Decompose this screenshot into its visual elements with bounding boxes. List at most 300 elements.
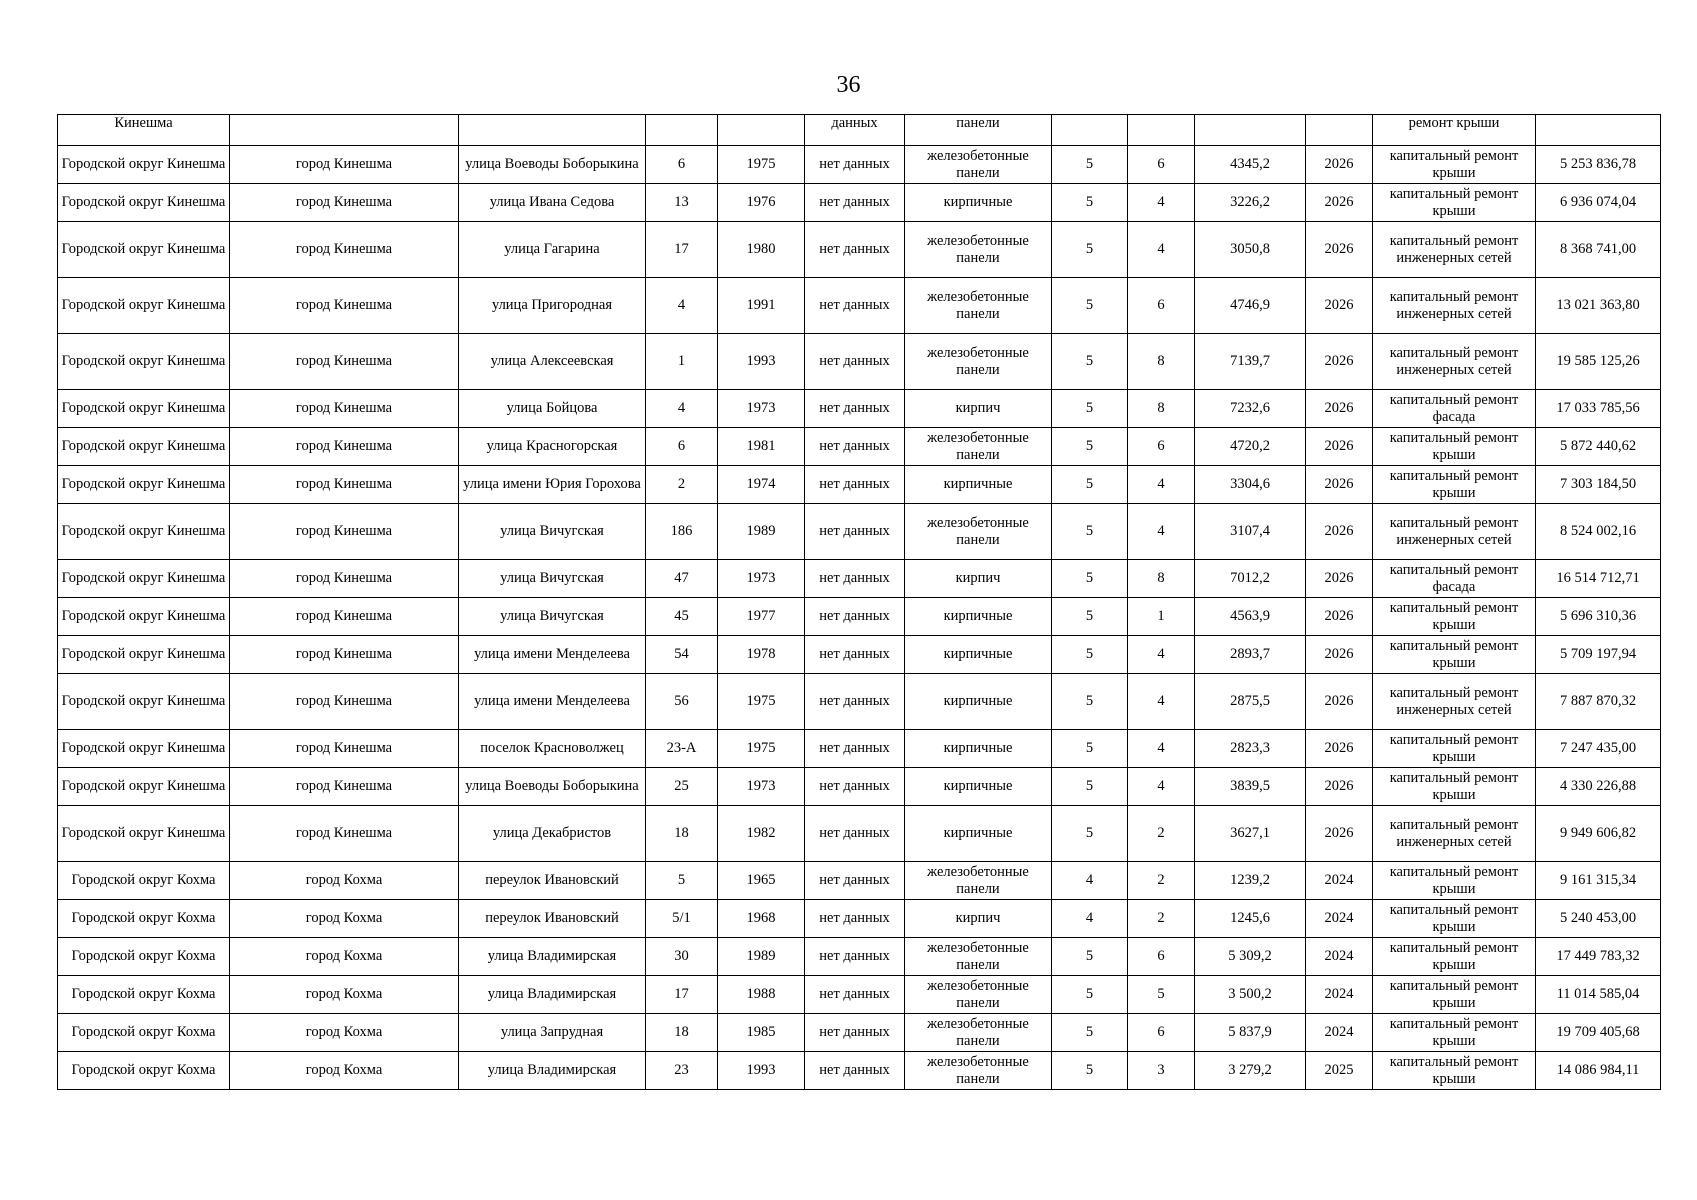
cell-work: капитальный ремонт инженерных сетей [1373, 806, 1536, 862]
cell-year-repair: нет данных [805, 976, 905, 1014]
cell-house: 186 [646, 504, 718, 560]
cell-work: капитальный ремонт крыши [1373, 184, 1536, 222]
cell-floors: 5 [1052, 1052, 1128, 1090]
cell-cost: 13 021 363,80 [1536, 278, 1661, 334]
cell-cost: 8 524 002,16 [1536, 504, 1661, 560]
cell-street: улица Красногорская [459, 428, 646, 466]
cell-year-repair: нет данных [805, 768, 905, 806]
cell-cost: 9 949 606,82 [1536, 806, 1661, 862]
cell-settlement: город Кинешма [230, 598, 459, 636]
cell-municipality: Городской округ Кохма [58, 862, 230, 900]
cell-plan-year: 2026 [1306, 768, 1373, 806]
cell-area: 4345,2 [1195, 146, 1306, 184]
cell-house: 47 [646, 560, 718, 598]
cell-cost: 7 247 435,00 [1536, 730, 1661, 768]
cell-plan-year: 2026 [1306, 334, 1373, 390]
cell-house: 25 [646, 768, 718, 806]
cell-area: 3 500,2 [1195, 976, 1306, 1014]
table-row [58, 938, 1661, 976]
table-row [58, 278, 1661, 334]
cell-work: капитальный ремонт инженерных сетей [1373, 278, 1536, 334]
cell-work: капитальный ремонт инженерных сетей [1373, 222, 1536, 278]
cell-cost: 17 033 785,56 [1536, 390, 1661, 428]
cell-entrances: 4 [1128, 636, 1195, 674]
cell-entrances: 4 [1128, 768, 1195, 806]
cell-work: капитальный ремонт крыши [1373, 598, 1536, 636]
cell-cost: 5 709 197,94 [1536, 636, 1661, 674]
cell-material: кирпичные [905, 768, 1052, 806]
cell-year-repair: нет данных [805, 598, 905, 636]
cell-cost: 7 887 870,32 [1536, 674, 1661, 730]
cell-material: кирпичные [905, 636, 1052, 674]
table-row [58, 560, 1661, 598]
cell-floors: 5 [1052, 504, 1128, 560]
cell-year-repair: нет данных [805, 674, 905, 730]
cell-year-built: 1980 [718, 222, 805, 278]
cell-plan-year: 2026 [1306, 636, 1373, 674]
cell-year-built: 1973 [718, 390, 805, 428]
cell-year-repair: нет данных [805, 806, 905, 862]
cell-municipality: Городской округ Кохма [58, 976, 230, 1014]
cell-entrances: 8 [1128, 390, 1195, 428]
cell-plan-year: 2025 [1306, 1052, 1373, 1090]
cell-material: железобетонные панели [905, 146, 1052, 184]
cell-house [646, 115, 718, 146]
cell-settlement: город Кохма [230, 1014, 459, 1052]
cell-floors: 5 [1052, 768, 1128, 806]
cell-work: капитальный ремонт инженерных сетей [1373, 504, 1536, 560]
table-row [58, 862, 1661, 900]
cell-street: улица имени Менделеева [459, 674, 646, 730]
cell-area: 1245,6 [1195, 900, 1306, 938]
cell-settlement: город Кинешма [230, 222, 459, 278]
cell-year-built: 1968 [718, 900, 805, 938]
cell-work: капитальный ремонт крыши [1373, 938, 1536, 976]
cell-house: 45 [646, 598, 718, 636]
cell-year-repair: нет данных [805, 504, 905, 560]
cell-year-built: 1978 [718, 636, 805, 674]
cell-year-repair: нет данных [805, 428, 905, 466]
cell-material: железобетонные панели [905, 504, 1052, 560]
cell-work: капитальный ремонт крыши [1373, 636, 1536, 674]
cell-entrances: 4 [1128, 184, 1195, 222]
cell-plan-year: 2026 [1306, 674, 1373, 730]
cell-year-built [718, 115, 805, 146]
cell-work: капитальный ремонт крыши [1373, 466, 1536, 504]
cell-year-built: 1989 [718, 938, 805, 976]
cell-municipality: Городской округ Кинешма [58, 278, 230, 334]
cell-plan-year: 2024 [1306, 900, 1373, 938]
table-row [58, 1052, 1661, 1090]
cell-plan-year: 2026 [1306, 278, 1373, 334]
cell-settlement: город Кохма [230, 1052, 459, 1090]
cell-floors [1052, 115, 1128, 146]
cell-plan-year: 2026 [1306, 390, 1373, 428]
cell-entrances: 5 [1128, 976, 1195, 1014]
cell-material: железобетонные панели [905, 334, 1052, 390]
cell-house: 6 [646, 146, 718, 184]
cell-cost: 14 086 984,11 [1536, 1052, 1661, 1090]
cell-municipality: Городской округ Кинешма [58, 730, 230, 768]
cell-entrances: 8 [1128, 560, 1195, 598]
cell-material: кирпичные [905, 598, 1052, 636]
cell-year-built: 1975 [718, 146, 805, 184]
cell-cost: 8 368 741,00 [1536, 222, 1661, 278]
cell-entrances: 4 [1128, 730, 1195, 768]
cell-settlement: город Кинешма [230, 560, 459, 598]
cell-work: капитальный ремонт крыши [1373, 976, 1536, 1014]
cell-floors: 5 [1052, 636, 1128, 674]
cell-entrances: 4 [1128, 466, 1195, 504]
cell-year-built: 1993 [718, 1052, 805, 1090]
cell-floors: 5 [1052, 428, 1128, 466]
cell-cost: 7 303 184,50 [1536, 466, 1661, 504]
page-number: 36 [836, 72, 861, 98]
cell-work: капитальный ремонт крыши [1373, 1052, 1536, 1090]
cell-municipality: Городской округ Кинешма [58, 504, 230, 560]
cell-material: кирпич [905, 390, 1052, 428]
cell-year-built: 1973 [718, 768, 805, 806]
table-row [58, 768, 1661, 806]
table-row [58, 900, 1661, 938]
cell-area: 1239,2 [1195, 862, 1306, 900]
cell-area: 5 837,9 [1195, 1014, 1306, 1052]
cell-settlement: город Кохма [230, 938, 459, 976]
cell-entrances: 8 [1128, 334, 1195, 390]
cell-material: железобетонные панели [905, 1014, 1052, 1052]
table-body [58, 115, 1661, 1090]
cell-floors: 5 [1052, 334, 1128, 390]
cell-year-repair: данных [805, 115, 905, 146]
cell-floors: 5 [1052, 730, 1128, 768]
cell-work: капитальный ремонт крыши [1373, 146, 1536, 184]
cell-entrances: 2 [1128, 806, 1195, 862]
table-row-continued [58, 115, 1661, 146]
table-row [58, 674, 1661, 730]
cell-street: улица Пригородная [459, 278, 646, 334]
cell-cost: 4 330 226,88 [1536, 768, 1661, 806]
table-row [58, 976, 1661, 1014]
cell-floors: 5 [1052, 278, 1128, 334]
cell-area: 2875,5 [1195, 674, 1306, 730]
cell-cost: 9 161 315,34 [1536, 862, 1661, 900]
cell-material: кирпичные [905, 806, 1052, 862]
cell-area: 4720,2 [1195, 428, 1306, 466]
cell-street: улица Алексеевская [459, 334, 646, 390]
cell-house: 5/1 [646, 900, 718, 938]
table-row [58, 636, 1661, 674]
cell-street: улица Запрудная [459, 1014, 646, 1052]
cell-entrances: 6 [1128, 1014, 1195, 1052]
cell-house: 54 [646, 636, 718, 674]
cell-cost: 16 514 712,71 [1536, 560, 1661, 598]
cell-municipality: Городской округ Кинешма [58, 636, 230, 674]
cell-municipality: Городской округ Кинешма [58, 334, 230, 390]
cell-floors: 4 [1052, 862, 1128, 900]
cell-entrances: 6 [1128, 146, 1195, 184]
cell-area: 3 279,2 [1195, 1052, 1306, 1090]
cell-year-repair: нет данных [805, 466, 905, 504]
cell-work: капитальный ремонт инженерных сетей [1373, 674, 1536, 730]
cell-plan-year: 2026 [1306, 504, 1373, 560]
cell-settlement: город Кинешма [230, 334, 459, 390]
cell-house: 18 [646, 806, 718, 862]
table-row [58, 390, 1661, 428]
cell-year-repair: нет данных [805, 1052, 905, 1090]
cell-house: 5 [646, 862, 718, 900]
cell-entrances: 6 [1128, 428, 1195, 466]
cell-material: железобетонные панели [905, 428, 1052, 466]
cell-area: 4746,9 [1195, 278, 1306, 334]
repair-program-table [57, 114, 1661, 1090]
cell-area: 3226,2 [1195, 184, 1306, 222]
cell-street: улица Вичугская [459, 598, 646, 636]
cell-year-built: 1975 [718, 674, 805, 730]
cell-area: 7012,2 [1195, 560, 1306, 598]
cell-material: железобетонные панели [905, 862, 1052, 900]
cell-municipality: Городской округ Кинешма [58, 560, 230, 598]
cell-municipality: Городской округ Кинешма [58, 768, 230, 806]
cell-municipality: Городской округ Кинешма [58, 428, 230, 466]
cell-area [1195, 115, 1306, 146]
cell-work: капитальный ремонт крыши [1373, 862, 1536, 900]
cell-street: улица Воеводы Боборыкина [459, 146, 646, 184]
cell-house: 17 [646, 976, 718, 1014]
cell-entrances: 2 [1128, 900, 1195, 938]
cell-floors: 5 [1052, 390, 1128, 428]
cell-work: капитальный ремонт фасада [1373, 560, 1536, 598]
cell-area: 3107,4 [1195, 504, 1306, 560]
cell-cost: 5 240 453,00 [1536, 900, 1661, 938]
cell-area: 3839,5 [1195, 768, 1306, 806]
cell-street: улица Владимирская [459, 938, 646, 976]
cell-entrances: 4 [1128, 674, 1195, 730]
cell-municipality: Городской округ Кохма [58, 1014, 230, 1052]
cell-municipality: Городской округ Кинешма [58, 390, 230, 428]
cell-year-repair: нет данных [805, 560, 905, 598]
table-row [58, 466, 1661, 504]
cell-year-built: 1973 [718, 560, 805, 598]
cell-settlement: город Кинешма [230, 636, 459, 674]
cell-material: кирпичные [905, 466, 1052, 504]
cell-floors: 5 [1052, 146, 1128, 184]
cell-floors: 5 [1052, 222, 1128, 278]
cell-settlement: город Кинешма [230, 730, 459, 768]
cell-municipality: Городской округ Кинешма [58, 806, 230, 862]
cell-year-built: 1982 [718, 806, 805, 862]
cell-municipality: Городской округ Кинешма [58, 466, 230, 504]
cell-floors: 5 [1052, 674, 1128, 730]
cell-house: 23-А [646, 730, 718, 768]
cell-street [459, 115, 646, 146]
cell-settlement: город Кохма [230, 976, 459, 1014]
cell-plan-year: 2024 [1306, 862, 1373, 900]
cell-settlement: город Кинешма [230, 390, 459, 428]
cell-area: 2893,7 [1195, 636, 1306, 674]
cell-municipality: Городской округ Кинешма [58, 222, 230, 278]
cell-area: 7139,7 [1195, 334, 1306, 390]
cell-entrances: 6 [1128, 938, 1195, 976]
cell-street: улица Вичугская [459, 504, 646, 560]
cell-municipality: Городской округ Кинешма [58, 184, 230, 222]
cell-material: железобетонные панели [905, 1052, 1052, 1090]
table-row [58, 184, 1661, 222]
cell-municipality: Кинешма [58, 115, 230, 146]
cell-material: кирпичные [905, 674, 1052, 730]
cell-entrances: 2 [1128, 862, 1195, 900]
cell-area: 3304,6 [1195, 466, 1306, 504]
cell-house: 2 [646, 466, 718, 504]
cell-floors: 5 [1052, 598, 1128, 636]
cell-area: 2823,3 [1195, 730, 1306, 768]
cell-settlement: город Кохма [230, 900, 459, 938]
cell-street: поселок Красноволжец [459, 730, 646, 768]
cell-year-repair: нет данных [805, 222, 905, 278]
cell-plan-year: 2026 [1306, 560, 1373, 598]
cell-plan-year [1306, 115, 1373, 146]
cell-municipality: Городской округ Кинешма [58, 146, 230, 184]
cell-plan-year: 2026 [1306, 428, 1373, 466]
cell-work: капитальный ремонт фасада [1373, 390, 1536, 428]
cell-cost [1536, 115, 1661, 146]
cell-material: кирпич [905, 560, 1052, 598]
cell-year-built: 1988 [718, 976, 805, 1014]
cell-year-repair: нет данных [805, 938, 905, 976]
cell-house: 56 [646, 674, 718, 730]
cell-street: улица Владимирская [459, 976, 646, 1014]
cell-plan-year: 2026 [1306, 598, 1373, 636]
cell-house: 23 [646, 1052, 718, 1090]
cell-floors: 5 [1052, 976, 1128, 1014]
cell-year-built: 1975 [718, 730, 805, 768]
cell-settlement: город Кинешма [230, 768, 459, 806]
cell-material: панели [905, 115, 1052, 146]
table-row [58, 334, 1661, 390]
cell-municipality: Городской округ Кинешма [58, 598, 230, 636]
cell-year-built: 1974 [718, 466, 805, 504]
cell-house: 17 [646, 222, 718, 278]
cell-entrances: 4 [1128, 222, 1195, 278]
cell-house: 4 [646, 390, 718, 428]
cell-entrances [1128, 115, 1195, 146]
cell-street: переулок Ивановский [459, 900, 646, 938]
cell-municipality: Городской округ Кинешма [58, 674, 230, 730]
cell-work: капитальный ремонт инженерных сетей [1373, 334, 1536, 390]
cell-area: 4563,9 [1195, 598, 1306, 636]
cell-plan-year: 2024 [1306, 976, 1373, 1014]
cell-municipality: Городской округ Кохма [58, 900, 230, 938]
table-row [58, 222, 1661, 278]
cell-area: 5 309,2 [1195, 938, 1306, 976]
table-row [58, 806, 1661, 862]
table-row [58, 598, 1661, 636]
cell-plan-year: 2026 [1306, 222, 1373, 278]
cell-house: 4 [646, 278, 718, 334]
cell-settlement: город Кинешма [230, 428, 459, 466]
cell-material: кирпичные [905, 730, 1052, 768]
cell-material: железобетонные панели [905, 976, 1052, 1014]
cell-house: 6 [646, 428, 718, 466]
table-row [58, 428, 1661, 466]
cell-material: кирпич [905, 900, 1052, 938]
cell-house: 30 [646, 938, 718, 976]
cell-year-built: 1985 [718, 1014, 805, 1052]
cell-year-repair: нет данных [805, 862, 905, 900]
cell-settlement: город Кинешма [230, 184, 459, 222]
cell-cost: 5 696 310,36 [1536, 598, 1661, 636]
cell-year-built: 1977 [718, 598, 805, 636]
cell-work: капитальный ремонт крыши [1373, 768, 1536, 806]
cell-house: 13 [646, 184, 718, 222]
cell-street: улица Гагарина [459, 222, 646, 278]
cell-municipality: Городской округ Кохма [58, 938, 230, 976]
cell-cost: 19 709 405,68 [1536, 1014, 1661, 1052]
cell-year-repair: нет данных [805, 1014, 905, 1052]
cell-street: улица Бойцова [459, 390, 646, 428]
cell-year-repair: нет данных [805, 636, 905, 674]
cell-year-built: 1976 [718, 184, 805, 222]
cell-material: железобетонные панели [905, 938, 1052, 976]
cell-floors: 5 [1052, 466, 1128, 504]
cell-settlement [230, 115, 459, 146]
cell-year-repair: нет данных [805, 334, 905, 390]
cell-year-repair: нет данных [805, 390, 905, 428]
cell-street: улица Воеводы Боборыкина [459, 768, 646, 806]
cell-work: капитальный ремонт крыши [1373, 900, 1536, 938]
cell-cost: 6 936 074,04 [1536, 184, 1661, 222]
cell-cost: 17 449 783,32 [1536, 938, 1661, 976]
cell-floors: 5 [1052, 806, 1128, 862]
cell-year-built: 1965 [718, 862, 805, 900]
cell-street: улица Владимирская [459, 1052, 646, 1090]
cell-year-built: 1991 [718, 278, 805, 334]
cell-settlement: город Кинешма [230, 504, 459, 560]
cell-plan-year: 2026 [1306, 806, 1373, 862]
cell-year-built: 1993 [718, 334, 805, 390]
cell-cost: 11 014 585,04 [1536, 976, 1661, 1014]
cell-work: ремонт крыши [1373, 115, 1536, 146]
cell-year-built: 1981 [718, 428, 805, 466]
cell-material: кирпичные [905, 184, 1052, 222]
table-row [58, 730, 1661, 768]
cell-plan-year: 2026 [1306, 184, 1373, 222]
cell-floors: 5 [1052, 1014, 1128, 1052]
table-row [58, 504, 1661, 560]
cell-entrances: 3 [1128, 1052, 1195, 1090]
cell-year-built: 1989 [718, 504, 805, 560]
cell-settlement: город Кинешма [230, 278, 459, 334]
table-row [58, 146, 1661, 184]
cell-plan-year: 2026 [1306, 730, 1373, 768]
cell-street: улица имени Менделеева [459, 636, 646, 674]
cell-street: улица Ивана Седова [459, 184, 646, 222]
cell-year-repair: нет данных [805, 278, 905, 334]
cell-plan-year: 2026 [1306, 466, 1373, 504]
cell-year-repair: нет данных [805, 900, 905, 938]
table-row [58, 1014, 1661, 1052]
cell-settlement: город Кинешма [230, 146, 459, 184]
cell-street: переулок Ивановский [459, 862, 646, 900]
cell-municipality: Городской округ Кохма [58, 1052, 230, 1090]
cell-area: 7232,6 [1195, 390, 1306, 428]
cell-year-repair: нет данных [805, 146, 905, 184]
cell-entrances: 1 [1128, 598, 1195, 636]
cell-floors: 5 [1052, 560, 1128, 598]
cell-plan-year: 2024 [1306, 1014, 1373, 1052]
cell-settlement: город Кохма [230, 862, 459, 900]
cell-settlement: город Кинешма [230, 674, 459, 730]
cell-area: 3050,8 [1195, 222, 1306, 278]
